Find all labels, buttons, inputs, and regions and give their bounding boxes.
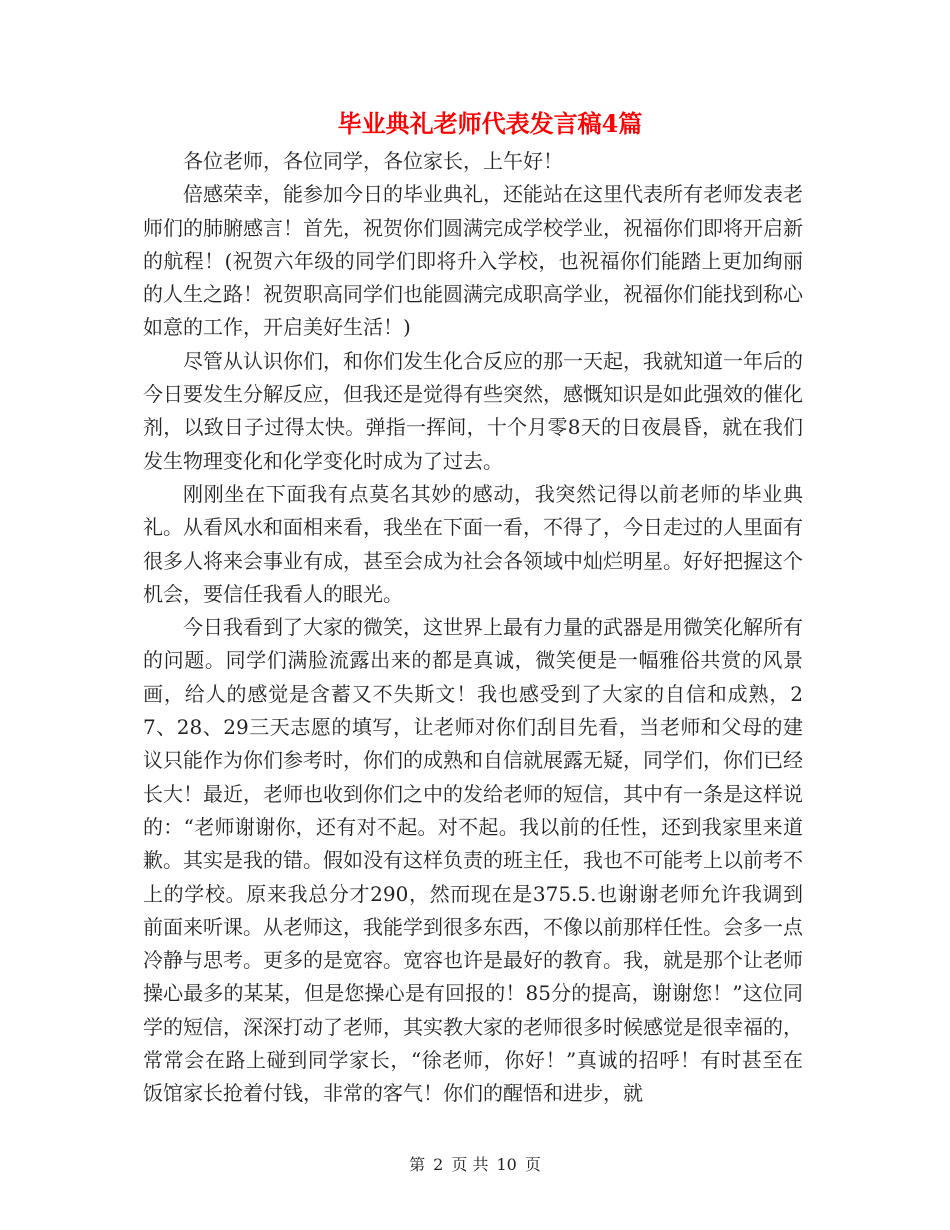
page-number-mid: 页 共 [451, 1155, 489, 1174]
paragraph-smile: 今日我看到了大家的微笑，这世界上最有力量的武器是用微笑化解所有的问题。同学们满脸流露出来的都是真诚，微笑便是一幅雅俗共赏的风景画，给人的感觉是含蓄又不失斯文！我也感受到了大家的自信和成熟，27、28、29三天志愿的填写，让老师对你们刮目先看，当老师和父母的建议只能作为你们参考时，你们的成熟和自信就展露无疑，同学们，你们已经长大！最近，老师也收到你们之中的发给老师的短信，其中有一条是这样说的：“老师谢谢你，还有对不起。对不起。我以前的任性，还到我家里来道歉。其实是我的错。假如没有这样负责的班主任，我也不可能考上以前考不上的学校。原来我总分才290，然而现在是375.5.也谢谢老师允许我调到前面来听课。从老师这，我能学到很多东西，不像以前那样任性。会多一点冷静与思考。更多的是宽容。宽容也许是最好的教育。我，就是那个让老师操心最多的某某，但是您操心是有回报的！85分的提高，谢谢您！”这位同学的短信，深深打动了老师，其实教大家的老师很多时候感觉是很幸福的，常常会在路上碰到同学家长，“徐老师，你好！”真诚的招呼！有时甚至在饭馆家长抢着付钱，非常的客气！你们的醒悟和进步，就 [143, 615, 803, 1106]
page-number-suffix: 页 [524, 1155, 541, 1174]
document-title: 毕业典礼老师代表发言稿4篇 [337, 109, 643, 138]
paragraph-ceremony: 刚刚坐在下面我有点莫名其妙的感动，我突然记得以前老师的毕业典礼。从看风水和面相来看，我坐在下面一看，不得了，今日走过的人里面有很多人将来会事业有成，甚至会成为社会各领域中灿烂明星。好好把握这个机会，要信任我看人的眼光。 [143, 481, 803, 606]
paragraph-honor: 倍感荣幸，能参加今日的毕业典礼，还能站在这里代表所有老师发表老师们的肺腑感言！首先，祝贺你们圆满完成学校学业，祝福你们即将开启新的航程！(祝贺六年级的同学们即将升入学校，也祝福你们能踏上更加绚丽的人生之路！祝贺职高同学们也能圆满完成职高学业，祝福你们能找到称心如意的工作，开启美好生活！) [143, 182, 803, 340]
document-body [143, 145, 803, 1111]
paragraph-reaction: 尽管从认识你们，和你们发生化合反应的那一天起，我就知道一年后的今日要发生分解反应，但我还是觉得有些突然，感慨知识是如此强效的催化剂，以致日子过得太快。弹指一挥间，十个月零8天的日夜晨昏，就在我们发生物理变化和化学变化时成为了过去。 [143, 348, 803, 473]
page-footer [0, 1155, 950, 1175]
paragraph-greeting: 各位老师，各位同学，各位家长，上午好！ [183, 149, 563, 173]
page-number-prefix: 第 [409, 1155, 426, 1174]
page-number-current: 2 [433, 1155, 444, 1174]
page-number-total: 10 [496, 1155, 517, 1174]
